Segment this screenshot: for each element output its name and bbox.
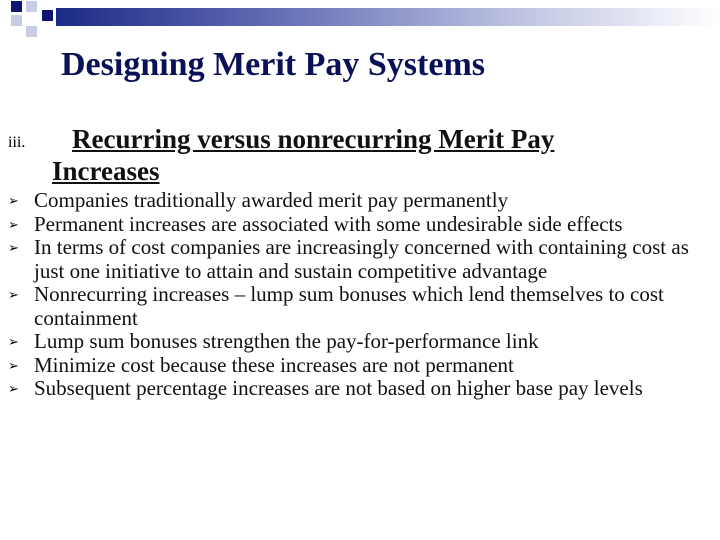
decor-square [26, 1, 37, 12]
arrow-bullet-icon: ➢ [8, 287, 19, 302]
bullet-text: Permanent increases are associated with some undesirable side effects [34, 211, 623, 236]
section-marker: iii. [8, 134, 26, 151]
arrow-bullet-icon: ➢ [8, 193, 19, 208]
bullet-text: Lump sum bonuses strengthen the pay-for-performance link [34, 329, 539, 353]
list-item [8, 213, 708, 237]
list-item [8, 330, 708, 354]
bullet-text: Minimize cost because these increases are not permanent [34, 352, 514, 377]
section-heading-line1: Recurring versus nonrecurring Merit Pay [72, 124, 555, 154]
bullet-text: Nonrecurring increases – lump sum bonuses which lend themselves to cost containment [34, 282, 664, 330]
decor-square [11, 1, 22, 12]
section-heading-line2: Increases [52, 156, 160, 186]
header-gradient-bar [56, 8, 720, 26]
bullet-text: Subsequent percentage increases are not based on higher base pay levels [34, 376, 643, 400]
list-item [8, 236, 708, 283]
arrow-bullet-icon: ➢ [8, 216, 19, 232]
list-item [8, 354, 708, 378]
arrow-bullet-icon: ➢ [8, 381, 19, 396]
list-item [8, 283, 708, 330]
header-decoration [0, 0, 720, 40]
bullet-text: Companies traditionally awarded merit pay permanently [34, 188, 509, 212]
decor-square [26, 26, 37, 37]
decor-square [11, 15, 22, 26]
section-heading [52, 123, 672, 187]
arrow-bullet-icon: ➢ [8, 334, 19, 349]
slide-title: Designing Merit Pay Systems [61, 46, 486, 83]
list-item [8, 377, 708, 401]
arrow-bullet-icon: ➢ [8, 357, 19, 373]
list-item [8, 189, 708, 213]
arrow-bullet-icon: ➢ [8, 240, 19, 255]
bullet-text: In terms of cost companies are increasingly concerned with containing cost as just one initiative to attain and sustain competitive advantage [34, 235, 689, 283]
bullet-list [8, 189, 708, 401]
decor-square [42, 10, 53, 21]
